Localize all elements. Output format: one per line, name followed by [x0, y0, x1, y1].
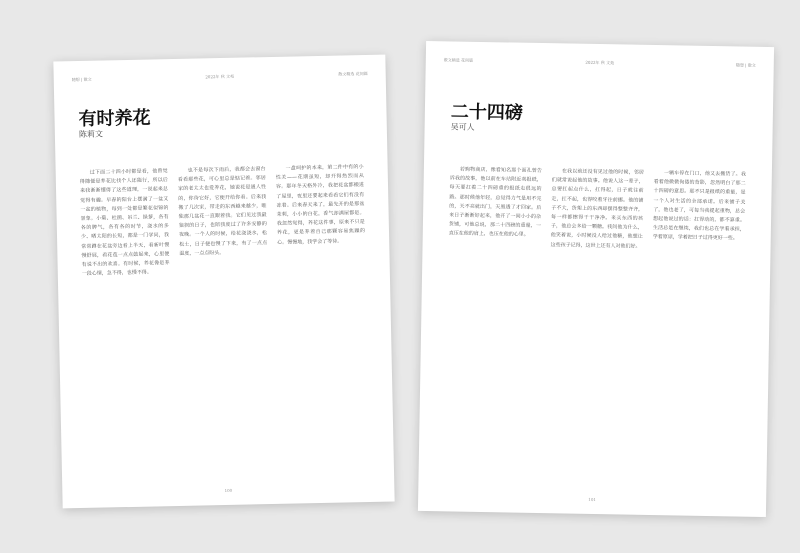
- article-body: [80, 163, 370, 479]
- paragraph: 若购物商店，像看知名那个面孔曾告诉我的故事，他以前在车站附近卖报纸，每天要扛着二十四磅重的报纸走很远的路。那时候他年轻，总觉得力气是用不完的，天不亮就出门，天黑透了才回家。后来日子渐渐好起来，他开了一间小小的杂货铺，可他总说，那二十四磅的重量，一直压在他的肩上，也压在他的心里。: [448, 166, 542, 239]
- page-number: 100: [224, 487, 233, 494]
- page-header: [72, 71, 368, 89]
- text-column: [276, 163, 370, 475]
- page-header: [444, 57, 756, 74]
- header-series-label: 散文精选 花间篇: [338, 70, 368, 77]
- right-page: [418, 41, 774, 517]
- paragraph: 一辆车停在门口，他又去搬货了。我看着他微微佝偻的背影，忽然明白了那二十四磅的意思。那不只是报纸的重量，是一个人对生活的全部承诺。后来铺子关了，他也老了，可每当我提起重物，总会想起他说过的话：扛得动的，都不算重。生活总是在继续，我们也总在学着承担，学着原谅，学着把日子过得更好一些。: [652, 170, 746, 242]
- header-issue-label: 2022年 秋 文苑: [205, 73, 235, 80]
- paragraph: 在我以前还没有见过他的时候，邻居们就常说起他的故事。他说人这一辈子，总要扛起点什么，扛得起，日子就往前走，扛不起，也得咬着牙往前挪。他的铺子不大，货架上的东西却摆得整整齐齐，每一样都擦得干干净净。来买东西的孩子，他总会多给一颗糖。我问他为什么，他笑着说，小时候没人给过他糖，他想让这些孩子记得，这世上还有人对他们好。: [550, 168, 644, 250]
- header-section-label: 随想 | 散文: [735, 62, 756, 68]
- header-section-label: 随想 | 散文: [71, 76, 92, 83]
- text-column: [80, 167, 174, 479]
- header-series-label: 散文精选 花间篇: [443, 57, 474, 63]
- article-title: 二十四磅: [450, 101, 524, 124]
- paragraph: 一盘呵护的本来，第二件中有的小性关——花期虽短，却开得热烈而从容。那年冬天格外冷，我把花盆都搬进了屋里，夜里还要起来看看它们有没有冻着。后来春天来了，最先开的是那盆茉莉，小小的白花，香气却满屋都是。我忽然觉得，养花这件事，原来不只是养花，更是养着自己那颗容易焦躁的心。慢慢地，我学会了等待。: [275, 164, 366, 246]
- paragraph: 过下面二十四小时都是看，他曾觉得随便是养花比找个人还能行，所以后来我渐渐懂得了这些道理，一说起来总觉得有趣。早春的阳台上摆满了一盆又一盆的植物，每到一处都是繁花似锦的景象。小菊、杜鹃、吊兰、绿萝，各有各的脾气，各有各的时节，浇水的多少、晒太阳的长短，都是一门学问，我常常蹲在花盆旁边看上半天，看新叶慢慢舒展，看花苞一点点鼓起来，心里便有说不出的欢喜。有时候，养花像是养一段心情，急不得，也慢不得。: [79, 168, 170, 278]
- article-author: 吴可人: [450, 122, 475, 132]
- paragraph: 也不是每次下雨后，我都会去窗台看看那些花，可心里总是惦记着。邻居家的老太太也爱养花，她说花是通人性的，你待它好，它便开给你看。后来我搬了几次家，带走的东西越来越少，唯独那几盆花一直跟着我。它们见过我最狼狈的日子，也陪我度过了许多安静的夜晚。一个人的时候，给花浇浇水，松松土，日子便也慢了下来，有了一点点温度，一点点盼头。: [177, 166, 268, 257]
- article-title: 有时养花: [78, 107, 151, 131]
- text-column: [546, 167, 644, 489]
- text-column: [648, 169, 746, 491]
- text-column: [444, 165, 542, 487]
- article-author: 陈莉文: [78, 129, 103, 140]
- article-body: [444, 165, 746, 490]
- text-column: [178, 165, 272, 477]
- left-page: [53, 55, 394, 509]
- header-issue-label: 2022年 秋 文苑: [585, 59, 615, 66]
- page-number: 101: [588, 496, 597, 503]
